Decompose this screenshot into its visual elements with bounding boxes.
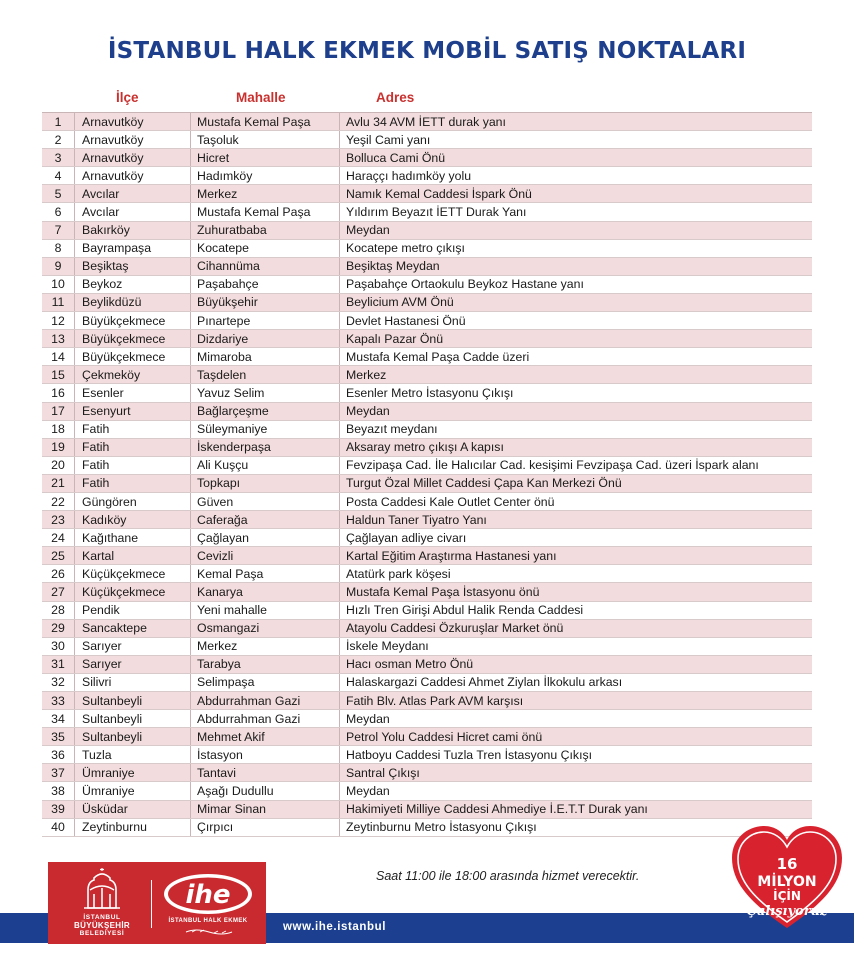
row-number: 32 <box>42 674 75 691</box>
ibb-line-1: İSTANBUL <box>83 914 121 921</box>
heart-badge-icon <box>728 822 846 934</box>
row-neighborhood: Selimpaşa <box>191 674 340 691</box>
table-row <box>42 131 812 149</box>
row-number: 28 <box>42 602 75 619</box>
row-district: Esenler <box>75 384 191 401</box>
row-district: Avcılar <box>75 185 191 202</box>
row-neighborhood: Yeni mahalle <box>191 602 340 619</box>
row-neighborhood: Paşabahçe <box>191 276 340 293</box>
row-number: 33 <box>42 692 75 709</box>
row-neighborhood: Mimaroba <box>191 348 340 365</box>
ibb-wordmark <box>62 914 142 938</box>
row-neighborhood: Kanarya <box>191 583 340 600</box>
row-number: 3 <box>42 149 75 166</box>
row-neighborhood: Tantavi <box>191 764 340 781</box>
row-address: Turgut Özal Millet Caddesi Çapa Kan Merkezi Önü <box>346 476 622 491</box>
row-address: Mustafa Kemal Paşa İstasyonu önü <box>346 584 540 599</box>
row-neighborhood: İskenderpaşa <box>191 439 340 456</box>
table-row <box>42 294 812 312</box>
row-number: 5 <box>42 185 75 202</box>
row-district: Sultanbeyli <box>75 692 191 709</box>
row-neighborhood: İstasyon <box>191 746 340 763</box>
row-address: Beyazıt meydanı <box>346 422 438 437</box>
table-row <box>42 384 812 402</box>
row-neighborhood: Kemal Paşa <box>191 565 340 582</box>
badge-line-1: 16 <box>776 855 798 873</box>
row-district: Üsküdar <box>75 801 191 818</box>
row-neighborhood: Abdurrahman Gazi <box>191 710 340 727</box>
row-district: Küçükçekmece <box>75 565 191 582</box>
row-address: Namık Kemal Caddesi İspark Önü <box>346 186 532 201</box>
row-address: Beşiktaş Meydan <box>346 259 440 274</box>
table-row <box>42 782 812 800</box>
row-number: 40 <box>42 819 75 836</box>
row-neighborhood: Mustafa Kemal Paşa <box>191 203 340 220</box>
row-number: 2 <box>42 131 75 148</box>
table-row <box>42 366 812 384</box>
ibb-line-3: BELEDİYESİ <box>79 930 125 937</box>
row-address: Devlet Hastanesi Önü <box>346 313 466 328</box>
row-address: Meydan <box>346 711 390 726</box>
row-neighborhood: Mustafa Kemal Paşa <box>191 113 340 130</box>
row-number: 23 <box>42 511 75 528</box>
table-row <box>42 421 812 439</box>
table-row <box>42 547 812 565</box>
table-row <box>42 710 812 728</box>
service-hours-note: Saat 11:00 ile 18:00 arasında hizmet verecektir. <box>376 869 640 883</box>
table-row <box>42 457 812 475</box>
header-district: İlçe <box>116 90 139 105</box>
row-number: 9 <box>42 258 75 275</box>
row-number: 25 <box>42 547 75 564</box>
row-number: 21 <box>42 475 75 492</box>
row-address: Meydan <box>346 223 390 238</box>
row-address: Meydan <box>346 404 390 419</box>
table-row <box>42 439 812 457</box>
table-row <box>42 819 812 837</box>
ibb-emblem-icon <box>80 868 124 912</box>
website-link[interactable]: www.ihe.istanbul <box>283 921 387 933</box>
row-district: Tuzla <box>75 746 191 763</box>
table-row <box>42 764 812 782</box>
row-district: Fatih <box>75 439 191 456</box>
table-row <box>42 240 812 258</box>
row-number: 18 <box>42 421 75 438</box>
row-number: 27 <box>42 583 75 600</box>
page-title: İSTANBUL HALK EKMEK MOBİL SATIŞ NOKTALARI <box>107 38 747 64</box>
row-address: Esenler Metro İstasyonu Çıkışı <box>346 385 514 400</box>
row-district: Kartal <box>75 547 191 564</box>
table-row <box>42 692 812 710</box>
row-number: 30 <box>42 638 75 655</box>
table-row <box>42 113 812 131</box>
row-neighborhood: Aşağı Dudullu <box>191 782 340 799</box>
row-number: 36 <box>42 746 75 763</box>
row-district: Zeytinburnu <box>75 819 191 836</box>
row-neighborhood: Taşdelen <box>191 366 340 383</box>
row-number: 39 <box>42 801 75 818</box>
row-district: Ümraniye <box>75 764 191 781</box>
table-row <box>42 602 812 620</box>
row-number: 13 <box>42 330 75 347</box>
row-address: Çağlayan adliye civarı <box>346 530 467 545</box>
row-district: Fatih <box>75 475 191 492</box>
row-district: Sancaktepe <box>75 620 191 637</box>
row-address: Kocatepe metro çıkışı <box>346 241 465 256</box>
row-neighborhood: Dizdariye <box>191 330 340 347</box>
table-row <box>42 801 812 819</box>
row-district: Fatih <box>75 421 191 438</box>
row-district: Pendik <box>75 602 191 619</box>
row-district: Çekmeköy <box>75 366 191 383</box>
row-number: 29 <box>42 620 75 637</box>
row-number: 35 <box>42 728 75 745</box>
row-address: Merkez <box>346 367 387 382</box>
row-district: Sultanbeyli <box>75 728 191 745</box>
ibb-line-2: BÜYÜKŞEHİR <box>74 921 130 930</box>
row-district: Büyükçekmece <box>75 312 191 329</box>
row-district: Büyükçekmece <box>75 348 191 365</box>
row-district: Arnavutköy <box>75 167 191 184</box>
row-address: Aksaray metro çıkışı A kapısı <box>346 440 504 455</box>
row-address: Bolluca Cami Önü <box>346 150 446 165</box>
row-address: İskele Meydanı <box>346 639 429 654</box>
row-district: Avcılar <box>75 203 191 220</box>
header-address: Adres <box>376 90 415 105</box>
row-number: 6 <box>42 203 75 220</box>
row-address: Atayolu Caddesi Özkuruşlar Market önü <box>346 621 564 636</box>
row-number: 1 <box>42 113 75 130</box>
row-address: Haraççı hadımköy yolu <box>346 168 472 183</box>
table-row <box>42 529 812 547</box>
row-neighborhood: Büyükşehir <box>191 294 340 311</box>
row-neighborhood: Topkapı <box>191 475 340 492</box>
row-district: Bayrampaşa <box>75 240 191 257</box>
row-district: Kadıköy <box>75 511 191 528</box>
sales-points-table <box>42 112 812 837</box>
table-row <box>42 638 812 656</box>
table-row <box>42 746 812 764</box>
row-address: Avlu 34 AVM İETT durak yanı <box>346 114 506 129</box>
ihe-tagline: İSTANBUL HALK EKMEK <box>168 918 248 924</box>
table-row <box>42 620 812 638</box>
row-neighborhood: Caferağa <box>191 511 340 528</box>
row-address: Hızlı Tren Girişi Abdul Halik Renda Caddesi <box>346 603 584 618</box>
row-district: Kağıthane <box>75 529 191 546</box>
row-number: 34 <box>42 710 75 727</box>
row-neighborhood: Merkez <box>191 638 340 655</box>
row-number: 19 <box>42 439 75 456</box>
row-number: 24 <box>42 529 75 546</box>
table-row <box>42 167 812 185</box>
row-number: 15 <box>42 366 75 383</box>
row-neighborhood: Mimar Sinan <box>191 801 340 818</box>
row-number: 8 <box>42 240 75 257</box>
row-address: Paşabahçe Ortaokulu Beykoz Hastane yanı <box>346 277 584 292</box>
row-district: Sultanbeyli <box>75 710 191 727</box>
row-district: Küçükçekmece <box>75 583 191 600</box>
table-row <box>42 330 812 348</box>
table-row <box>42 222 812 240</box>
row-number: 11 <box>42 294 75 311</box>
table-row <box>42 674 812 692</box>
row-address: Fatih Blv. Atlas Park AVM karşısı <box>346 693 524 708</box>
table-row <box>42 149 812 167</box>
row-neighborhood: Çırpıcı <box>191 819 340 836</box>
row-district: Fatih <box>75 457 191 474</box>
row-address: Hatboyu Caddesi Tuzla Tren İstasyonu Çıkışı <box>346 747 593 762</box>
row-neighborhood: Süleymaniye <box>191 421 340 438</box>
row-address: Fevzipaşa Cad. İle Halıcılar Cad. kesişimi Fevzipaşa Cad. üzeri İspark alanı <box>346 458 759 473</box>
row-neighborhood: Çağlayan <box>191 529 340 546</box>
row-district: Bakırköy <box>75 222 191 239</box>
row-district: Büyükçekmece <box>75 330 191 347</box>
row-neighborhood: Cihannüma <box>191 258 340 275</box>
row-district: Esenyurt <box>75 403 191 420</box>
table-row <box>42 656 812 674</box>
row-district: Silivri <box>75 674 191 691</box>
row-district: Sarıyer <box>75 656 191 673</box>
row-address: Hacı osman Metro Önü <box>346 657 474 672</box>
row-number: 37 <box>42 764 75 781</box>
row-neighborhood: Ali Kuşçu <box>191 457 340 474</box>
row-number: 12 <box>42 312 75 329</box>
footer-base <box>0 943 854 960</box>
row-neighborhood: Bağlarçeşme <box>191 403 340 420</box>
table-row <box>42 493 812 511</box>
table-row <box>42 565 812 583</box>
table-row <box>42 511 812 529</box>
row-district: Arnavutköy <box>75 131 191 148</box>
row-district: Beykoz <box>75 276 191 293</box>
row-address: Yıldırım Beyazıt İETT Durak Yanı <box>346 205 527 220</box>
row-neighborhood: Zuhuratbaba <box>191 222 340 239</box>
column-headers <box>0 90 854 110</box>
table-row <box>42 403 812 421</box>
row-address: Hakimiyeti Milliye Caddesi Ahmediye İ.E.T.T Durak yanı <box>346 802 648 817</box>
row-address: Halaskargazi Caddesi Ahmet Ziylan İlkokulu arkası <box>346 675 623 690</box>
row-address: Atatürk park köşesi <box>346 566 451 581</box>
row-number: 4 <box>42 167 75 184</box>
row-address: Santral Çıkışı <box>346 765 420 780</box>
row-neighborhood: Yavuz Selim <box>191 384 340 401</box>
row-number: 16 <box>42 384 75 401</box>
row-district: Beylikdüzü <box>75 294 191 311</box>
table-row <box>42 276 812 294</box>
row-address: Zeytinburnu Metro İstasyonu Çıkışı <box>346 820 537 835</box>
row-number: 26 <box>42 565 75 582</box>
badge-line-3: İÇİN <box>773 889 801 903</box>
row-neighborhood: Pınartepe <box>191 312 340 329</box>
row-neighborhood: Hicret <box>191 149 340 166</box>
table-row <box>42 312 812 330</box>
row-neighborhood: Güven <box>191 493 340 510</box>
badge-line-2: MİLYON <box>757 874 817 890</box>
wheat-ornament-icon <box>184 928 234 936</box>
row-number: 10 <box>42 276 75 293</box>
table-row <box>42 258 812 276</box>
row-district: Ümraniye <box>75 782 191 799</box>
table-row <box>42 475 812 493</box>
row-address: Kapalı Pazar Önü <box>346 331 444 346</box>
row-neighborhood: Osmangazi <box>191 620 340 637</box>
row-number: 31 <box>42 656 75 673</box>
row-neighborhood: Cevizli <box>191 547 340 564</box>
row-number: 20 <box>42 457 75 474</box>
row-district: Güngören <box>75 493 191 510</box>
row-number: 38 <box>42 782 75 799</box>
ihe-logo-icon <box>160 870 256 916</box>
row-address: Petrol Yolu Caddesi Hicret cami önü <box>346 729 543 744</box>
row-address: Mustafa Kemal Paşa Cadde üzeri <box>346 349 530 364</box>
row-number: 17 <box>42 403 75 420</box>
row-address: Posta Caddesi Kale Outlet Center önü <box>346 494 555 509</box>
row-neighborhood: Taşoluk <box>191 131 340 148</box>
logo-panel <box>48 862 266 944</box>
row-address: Meydan <box>346 784 390 799</box>
ihe-logo-text: ihe <box>185 880 231 910</box>
table-row <box>42 583 812 601</box>
table-row <box>42 728 812 746</box>
table-row <box>42 203 812 221</box>
row-neighborhood: Hadımköy <box>191 167 340 184</box>
row-number: 14 <box>42 348 75 365</box>
row-neighborhood: Kocatepe <box>191 240 340 257</box>
row-neighborhood: Mehmet Akif <box>191 728 340 745</box>
logo-divider <box>151 880 152 928</box>
row-district: Arnavutköy <box>75 113 191 130</box>
row-district: Beşiktaş <box>75 258 191 275</box>
badge-line-4: Çalışıyoruz <box>746 904 828 919</box>
row-address: Yeşil Cami yanı <box>346 132 431 147</box>
row-neighborhood: Merkez <box>191 185 340 202</box>
row-neighborhood: Abdurrahman Gazi <box>191 692 340 709</box>
row-neighborhood: Tarabya <box>191 656 340 673</box>
row-number: 22 <box>42 493 75 510</box>
row-district: Arnavutköy <box>75 149 191 166</box>
header-neighborhood: Mahalle <box>236 90 286 105</box>
row-address: Kartal Eğitim Araştırma Hastanesi yanı <box>346 548 557 563</box>
row-district: Sarıyer <box>75 638 191 655</box>
table-row <box>42 348 812 366</box>
row-address: Beylicium AVM Önü <box>346 295 454 310</box>
table-row <box>42 185 812 203</box>
row-number: 7 <box>42 222 75 239</box>
row-address: Haldun Taner Tiyatro Yanı <box>346 512 487 527</box>
